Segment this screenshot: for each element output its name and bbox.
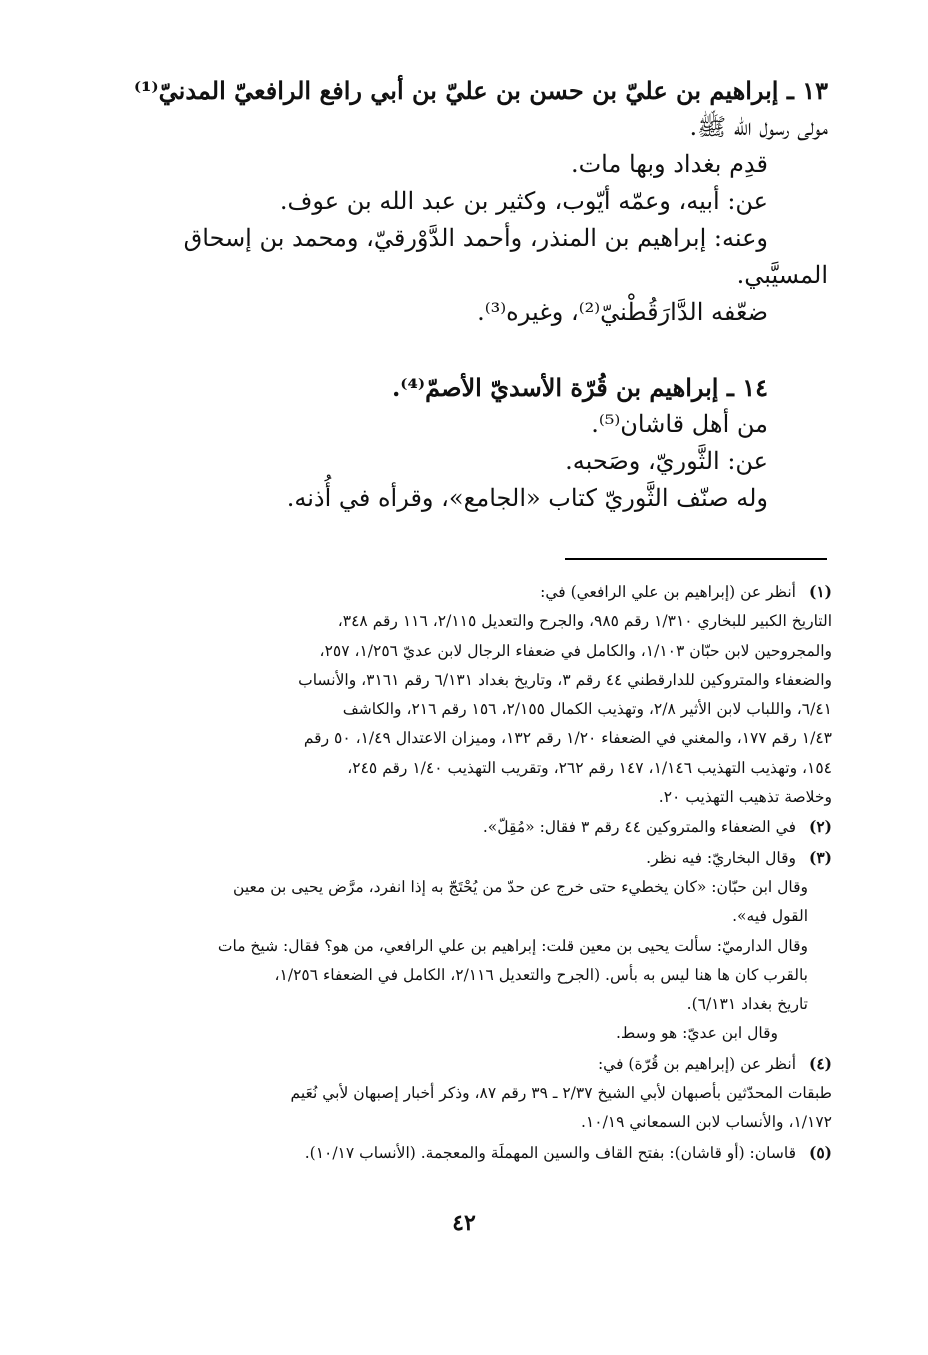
footnote-line: طبقات المحدّثين بأصبهان لأبي الشيخ ٢/٣٧ ـ ٣٩ رقم ٨٧، وذكر أخبار إصبهان لأبي نُعَيم <box>290 1084 832 1103</box>
footnote-line: وقال الدارميّ: سألت يحيى بن معين قلت: إبراهيم بن علي الرافعي، من هو؟ فقال: شيخ مات <box>217 936 808 955</box>
footnote-number: (٢) <box>808 817 832 837</box>
entry-13-line: عن: أبيه، وعمّه أيّوب، وكثير بن عبد الله بن عوف. <box>279 187 768 215</box>
footnote-line: والضعفاء والمتروكين للدارقطني ٤٤ رقم ٣، وتاريخ بغداد ٦/١٣١ رقم ٣١٦١، والأنساب <box>298 670 832 689</box>
footnote-separator <box>565 558 827 560</box>
footnote-line: أنظر عن (إبراهيم بن علي الرافعي) في: <box>540 583 796 601</box>
footnote-line: ١/١٧٢، والأنساب لابن السمعاني ١٠/١٩. <box>580 1113 832 1132</box>
entry-13 <box>100 72 828 331</box>
footnote-line: التاريخ الكبير للبخاري ١/٣١٠ رقم ٩٨٥، والجرح والتعديل ٢/١١٥، ١١٦ رقم ٣٤٨، <box>337 612 832 631</box>
footnote-line: والمجروحين لابن حبّان ١/١٠٣، والكامل في ضعفاء الرجال لابن عديّ ١/٢٥٦، ٢٥٧، <box>319 641 832 660</box>
footnote-line: ١/٤٣ رقم ١٧٧، والمغني في الضعفاء ١/٢٠ رقم ١٣٢، وميزان الاعتدال ١/٤٩، ٥٠ رقم <box>303 729 832 748</box>
entry-13-heading: ١٣ ـ إبراهيم بن عليّ بن حسن بن عليّ بن أبي رافع الرافعيّ المدنيّ⁽¹⁾ <box>133 76 828 105</box>
footnote-2 <box>110 812 832 842</box>
entry-13-line: ضعّفه الدَّارَقُطْنيّ⁽²⁾، وغيره⁽³⁾. <box>477 298 768 326</box>
footnote-line: وقال البخاريّ: فيه نظر. <box>646 848 796 867</box>
footnote-5 <box>110 1138 832 1168</box>
entry-14-heading: ١٤ ـ إبراهيم بن قُرّة الأسديّ الأصمّ⁽⁴⁾. <box>391 373 768 402</box>
footnote-line: القول فيه». <box>732 907 808 926</box>
entry-13-heading-cont: مولى رسول الله ﷺ. <box>689 113 828 141</box>
entry-13-line: المسيَّبي. <box>736 261 828 289</box>
footnote-3 <box>110 843 832 873</box>
footnote-line: في الضعفاء والمتروكين ٤٤ رقم ٣ فقال: «مُقِلّ». <box>482 818 796 837</box>
footnotes <box>110 577 832 1168</box>
page-number: ٤٢ <box>452 1210 476 1236</box>
entry-13-line: وعنه: إبراهيم بن المنذر، وأحمد الدَّوْرقيّ، ومحمد بن إسحاق <box>183 224 768 252</box>
footnote-number: (٣) <box>808 847 832 867</box>
footnote-line: قاسان: (أو قاشان): بفتح القاف والسين المهملَة والمعجمة. (الأنساب ١٠/١٧). <box>304 1143 796 1162</box>
footnote-line: بالقرب كان ها هنا ليس به بأس. (الجرح والتعديل ٢/١١٦، الكامل في الضعفاء ١/٢٥٦، <box>274 965 808 984</box>
footnote-number: (٥) <box>808 1142 832 1162</box>
footnote-line: وقال ابن عديّ: هو وسط. <box>615 1024 778 1043</box>
footnote-line: وقال ابن حبّان: «كان يخطيء حتى خرج عن حدّ من يُحْتَجّ به إذا انفرد، مرَّض يحيى بن معين <box>233 877 808 896</box>
entry-14-line: من أهل قاشان⁽⁵⁾. <box>591 410 768 438</box>
footnote-4 <box>110 1049 832 1079</box>
footnote-number: (١) <box>808 582 832 601</box>
footnote-line: ٦/٤١، واللباب لابن الأثير ٢/٨، وتهذيب الكمال ٢/١٥٥، ١٥٦ رقم ٢١٦، والكاشف <box>342 700 832 719</box>
footnote-line: أنظر عن (إبراهيم بن قُرّة) في: <box>597 1054 796 1073</box>
footnote-line: تاريخ بغداد ٦/١٣١). <box>686 995 808 1014</box>
footnote-line: وخلاصة تذهيب التهذيب ٢٠. <box>658 788 832 807</box>
footnote-line: ١٥٤، وتهذيب التهذيب ١/١٤٦، ١٤٧ رقم ٢٦٢، وتقريب التهذيب ١/٤٠ رقم ٢٤٥، <box>347 758 832 777</box>
footnote-number: (٤) <box>808 1053 832 1073</box>
entry-14-line: عن: الثَّوريّ، وصَحبه. <box>565 447 768 475</box>
footnote-1 <box>110 577 832 607</box>
entry-14 <box>100 369 828 517</box>
entry-13-line: قدِم بغداد وبها مات. <box>570 150 768 178</box>
entry-14-line: وله صنّف الثَّوريّ كتاب «الجامع»، وقرأه في أُذنه. <box>286 484 768 512</box>
